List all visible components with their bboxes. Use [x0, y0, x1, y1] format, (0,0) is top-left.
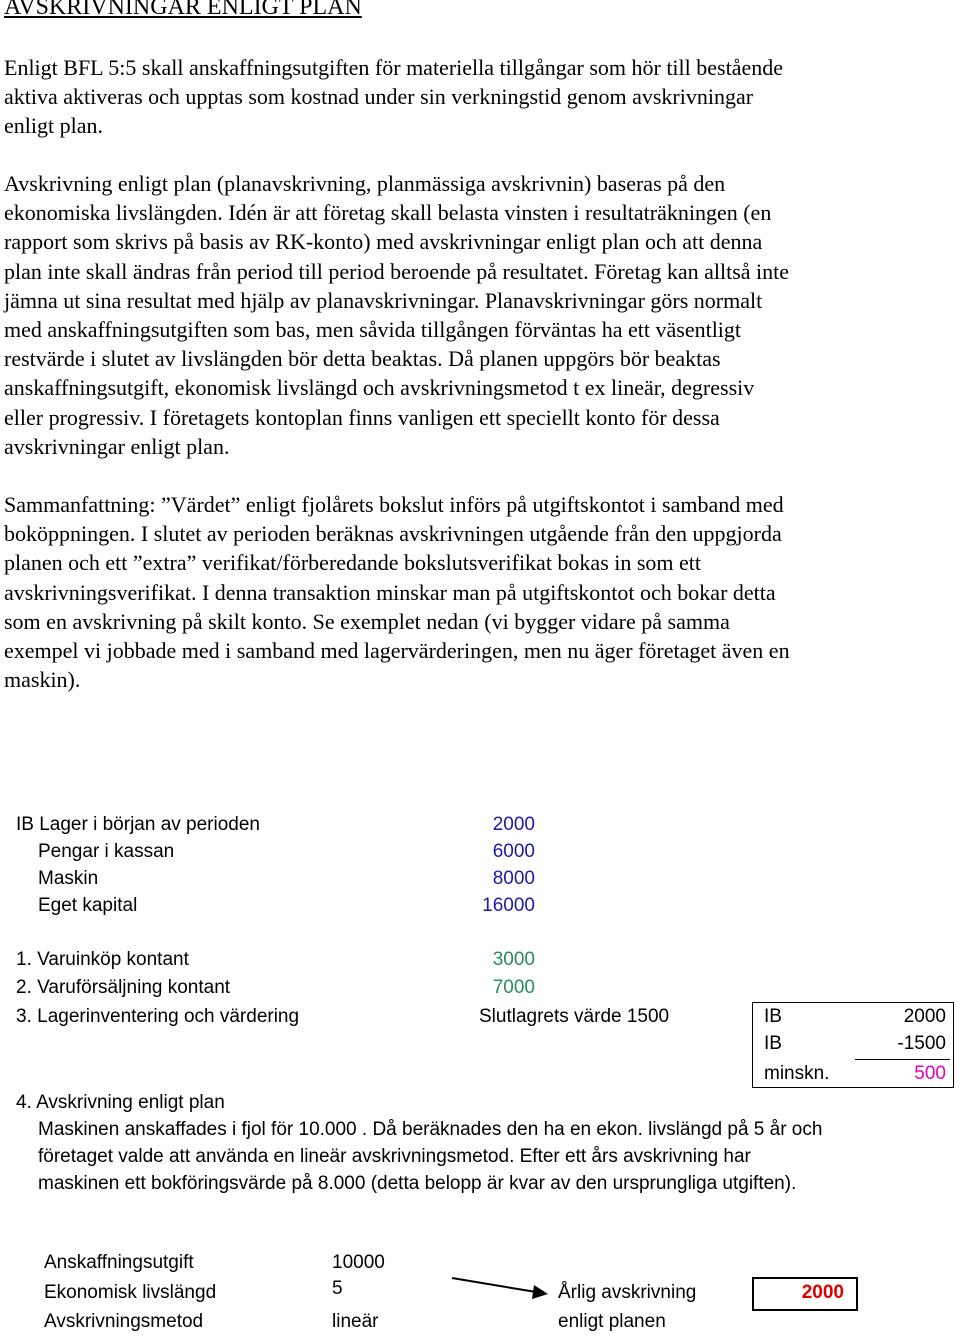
- summary-paragraph: [4, 490, 954, 694]
- text-line: enligt plan.: [4, 113, 103, 139]
- transaction-label: 1. Varuinköp kontant: [16, 949, 189, 970]
- calc-value: 10000: [332, 1252, 385, 1273]
- annual-label: Årlig avskrivning: [558, 1282, 697, 1303]
- text-line: Avskrivning enligt plan (planavskrivning, planmässiga avskrivnin) baseras på den: [4, 171, 726, 196]
- text-line: eller progressiv. I företagets kontoplan finns vanligen ett speciellt konto för dessa: [4, 404, 720, 430]
- opening-label: Eget kapital: [38, 895, 138, 916]
- opening-value: 2000: [492, 814, 535, 835]
- text-line: anskaffningsutgift, ekonomisk livslängd och avskrivningsmetod t ex lineär, degressiv: [4, 375, 755, 401]
- transaction-label: 3. Lagerinventering och värdering: [16, 1006, 300, 1027]
- transaction-label: 2. Varuförsäljning kontant: [16, 977, 231, 998]
- opening-label: Maskin: [38, 868, 99, 889]
- annual-value: 2000: [801, 1282, 844, 1303]
- text-line: restvärde i slutet av livslängden bör detta beaktas. Då planen uppgörs bör beaktas: [4, 346, 721, 372]
- calc-label: Avskrivningsmetod: [44, 1311, 204, 1332]
- text-line: företaget valde att använda en lineär avskrivningsmetod. Efter ett års avskrivning har: [38, 1146, 751, 1167]
- ib-label: IB: [764, 1006, 782, 1027]
- text-line: boköppningen. I slutet av perioden beräknas avskrivningen utgående från den uppgjorda: [4, 521, 782, 547]
- section-heading: 4. Avskrivning enligt plan: [16, 1092, 225, 1113]
- text-line: aktiva aktiveras och upptas som kostnad under sin verkningstid genom avskrivningar: [4, 84, 754, 110]
- text-line: plan inte skall ändras från period till period beroende på resultatet. Företag kan alltså inte: [4, 258, 790, 284]
- ib-label: IB: [764, 1033, 782, 1054]
- sum-underline: [855, 1059, 950, 1060]
- text-line: maskinen ett bokföringsvärde på 8.000 (detta belopp är kvar av den ursprungliga utgiften).: [38, 1173, 797, 1194]
- calc-value: 5: [332, 1278, 343, 1299]
- text-line: jämna ut sina resultat med hjälp av planavskrivningar. Planavskrivningar görs normalt: [4, 287, 763, 313]
- text-line: Maskinen anskaffades i fjol för 10.000 . Då beräknades den ha en ekon. livslängd på 5 år och: [38, 1119, 823, 1140]
- text-line: Sammanfattning: ”Värdet” enligt fjolårets bokslut införs på utgiftskontot i samband med: [4, 492, 784, 517]
- closing-stock-value: Slutlagrets värde 1500: [479, 1006, 670, 1027]
- text-line: Enligt BFL 5:5 skall anskaffningsutgiften för materiella tillgångar som hör till bestående: [4, 55, 784, 80]
- plan-paragraph: [4, 169, 954, 461]
- ib-value: 2000: [903, 1006, 946, 1027]
- opening-label: Pengar i kassan: [38, 841, 175, 862]
- text-line: avskrivningsverifikat. I denna transaktion minskar man på utgiftskontot och bokar detta: [4, 579, 776, 605]
- text-line: ekonomiska livslängden. Idén är att företag skall belasta vinsten i resultaträkningen (en: [4, 200, 772, 226]
- opening-label: IB Lager i början av perioden: [16, 814, 260, 835]
- transaction-value: 7000: [492, 977, 535, 998]
- page-title: AVSKRIVNINGAR ENLIGT PLAN: [4, 0, 362, 20]
- calc-label: Anskaffningsutgift: [44, 1252, 194, 1273]
- calc-label: Ekonomisk livslängd: [44, 1282, 217, 1303]
- text-line: avskrivningar enligt plan.: [4, 433, 230, 459]
- ib-value: -1500: [897, 1033, 946, 1054]
- text-line: med anskaffningsutgiften som bas, men såvida tillgången förväntas ha ett väsentligt: [4, 317, 742, 343]
- calc-value: lineär: [332, 1311, 379, 1332]
- transaction-value: 3000: [492, 949, 535, 970]
- text-line: som en avskrivning på skilt konto. Se exemplet nedan (vi bygger vidare på samma: [4, 608, 730, 634]
- opening-value: 16000: [482, 895, 535, 916]
- ib-label: minskn.: [764, 1063, 830, 1084]
- arrow-icon: [450, 1272, 550, 1300]
- decrease-value: 500: [914, 1063, 946, 1084]
- opening-value: 8000: [492, 868, 535, 889]
- text-line: exempel vi jobbade med i samband med lagervärderingen, men nu äger företaget även en: [4, 638, 790, 664]
- text-line: rapport som skrivs på basis av RK-konto) med avskrivningar enligt plan och att denna: [4, 229, 763, 255]
- text-line: planen och ett ”extra” verifikat/förberedande bokslutsverifikat bokas in som ett: [4, 550, 702, 576]
- intro-paragraph: [4, 53, 954, 141]
- text-line: maskin).: [4, 667, 81, 693]
- annual-label: enligt planen: [558, 1311, 666, 1332]
- opening-value: 6000: [492, 841, 535, 862]
